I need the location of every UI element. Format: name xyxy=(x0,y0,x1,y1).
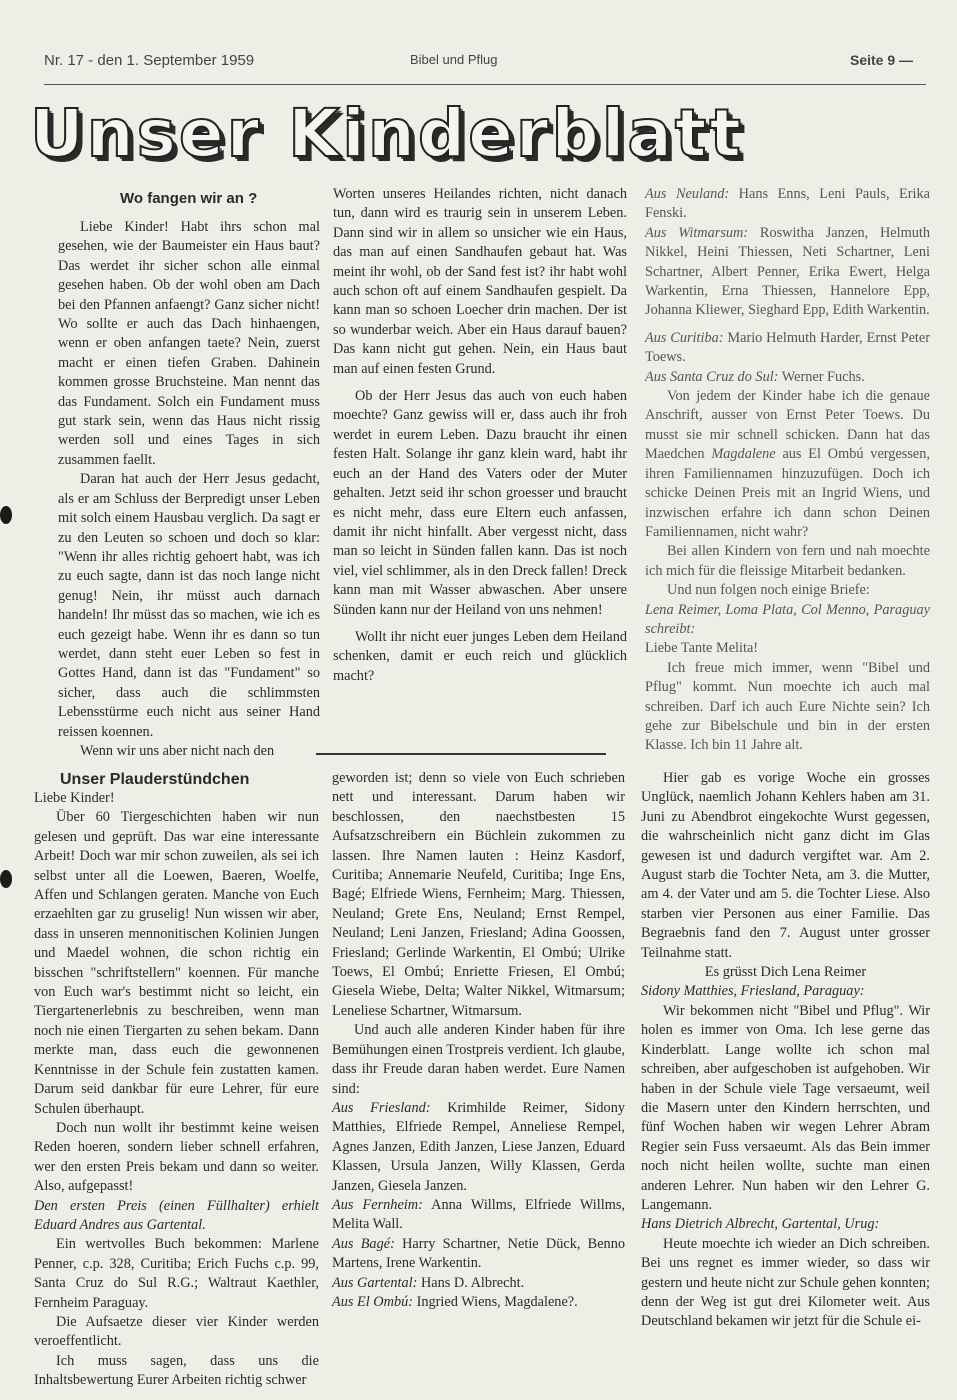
paragraph: geworden ist; denn so viele von Euch schrieben nett und interessant. Darum haben wir beschlossen, den naechstbesten 15 Aufsatzschreibern ein Büchlein zukommen zu lassen. Ihre Namen lauten : Heinz Kasdorf, Curitiba; Annemarie Neufeld, Curitiba; Inge Ens, Bagé; Elfriede Wiens, Fernheim; Marg. Thiessen, Neuland; Grete Ens, Neuland; Ernst Rempel, Neuland; Leni Janzen, Friesland; Adina Goossen, Friesland; Gerlinde Warkentin, El Ombú; Ulrike Toews, El Ombú; Enriette Friesen, El Ombú; Giesela Wiebe, Delta; Walter Nikkel, Witmarsum; Leneliese Schartner, Witmarsum. xyxy=(332,770,625,1019)
article2-column-1 xyxy=(34,789,319,1391)
list-item: Aus Bagé: Harry Schartner, Netie Dück, Benno Martens, Irene Warkentin. xyxy=(332,1235,625,1272)
article1-column-2 xyxy=(333,185,627,686)
letter-sender: Lena Reimer, Loma Plata, Col Menno, Paraguay schreibt: xyxy=(645,601,930,637)
list-item: Aus Gartental: Hans D. Albrecht. xyxy=(332,1274,525,1291)
paragraph: Bei allen Kindern von fern und nah moechte ich mich für die fleissige Mitarbeit bedanken. xyxy=(645,543,930,579)
list-item: Aus Friesland: Krimhilde Reimer, Sidony Matthies, Elfriede Rempel, Anneliese Rempel, Agnes Janzen, Edith Janzen, Liese Janzen, Eduard Klassen, Ursula Janzen, Willy Klassen, Gerda Janzen, Giesela Janzen. xyxy=(332,1099,625,1194)
page-number: Seite 9 — xyxy=(850,52,914,68)
list-item: Aus Santa Cruz do Sul: Werner Fuchs. xyxy=(645,368,865,385)
list-item: Aus Witmarsum: Roswitha Janzen, Helmuth Nikkel, Heini Thiessen, Neti Schartner, Leni Schartner, Albert Penner, Erika Ewert, Helga Warkentin, Erna Thiessen, Hannelore Epp, Johanna Kliewer, Sieghard Epp, Edith Warkentin. xyxy=(645,224,930,319)
paragraph: Daran hat auch der Herr Jesus gedacht, als er am Schluss der Berpredigt unser Leben mit solch einem Hausbau verglich. Da sagt er zu den Leuten so schoen und doch so klar: "Wenn ihr alles richtig gehoert habt, was ich zu euch sagte, dann ist das noch lange nicht genug! Nein, ihr müsst auch darnach handeln! Ihr müsst das so machen, wie ich es euch gezeigt habe. Wenn ihr es dann so tun werdet, dann steht euer Leben so fest in Gottes Hand, dann ist das "Fundament" so sicher, dass auch die schlimmsten Lebensstürme euch nicht aus seiner Hand reissen koennen. xyxy=(58,471,320,740)
paragraph: Wir bekommen nicht "Bibel und Pflug". Wir holen es immer von Oma. Ich lese gerne das Kinderblatt. Lange wollte ich schon mal schreiben, aber aufgeschoben ist aufgehoben. Wir haben in der Schule viele Tage versaeumt, weil die Masern unter den Kindern herrschten, und fünf Wochen haben wir wegen Lehrer Abram Regier sein Fuss versaeumt. Als das Bein immer noch nicht heilen wollte, suchte man einen anderen Lehrer. Nun haben wir den Lehrer G. Langemann. xyxy=(641,1002,930,1213)
publication-name: Bibel und Pflug xyxy=(410,52,498,67)
letter-sender: Hans Dietrich Albrecht, Gartental, Urug: xyxy=(641,1216,880,1233)
prize-list-column xyxy=(645,185,930,756)
paragraph: Ein wertvolles Buch bekommen: Marlene Penner, c.p. 328, Curitiba; Erich Fuchs c.p. 99, Santa Cruz do Sul R.G.; Waltraut Kaethler, Fernheim Paraguay. xyxy=(34,1236,319,1311)
list-item: Aus Curitiba: Mario Helmuth Harder, Ernst Peter Toews. xyxy=(645,329,930,366)
article2-column-2 xyxy=(332,769,625,1312)
paragraph: Liebe Kinder! Habt ihrs schon mal gesehen, wie der Baumeister ein Haus baut? Das werdet ihr sicher schon alle einmal gesehen haben. Ob der wohl oben am Dach bei den Pfannen anfaengt? Ganz sicher nicht! Wo sollte er auch das Dach hinhaengen, wenn er oben anfangen taete? Nein, zuerst macht er einen tiefen Graben. Dahinein kommen grosse Bruchsteine. Man nennt das das Fundament. Solch ein Fundament muss gut stark sein, wenn das Haus nicht rissig werden soll und eines Tages in sich zusammen faellt. xyxy=(58,219,320,468)
binding-hole xyxy=(0,870,12,888)
list-item: Aus Neuland: Hans Enns, Leni Pauls, Erika Fenski. xyxy=(645,186,930,222)
letter-sender: Sidony Matthies, Friesland, Paraguay: xyxy=(641,983,865,1000)
binding-hole xyxy=(0,506,12,524)
letters-column xyxy=(641,769,930,1332)
article1-column-1 xyxy=(58,218,320,761)
paragraph: Hier gab es vorige Woche ein grosses Unglück, naemlich Johann Kehlers haben am 31. Juni zu Abendbrot eingekochte Wurst gegessen, die wahrscheinlich nicht ganz dicht im Glas gewesen ist und dadurch vergiftet war. Am 2. August starb die Tochter Neta, am 3. die Mutter, am 4. der Vater und am 5. die Tochter Liese. Also starben vier Personen aus einer Familie. Das Begraebnis fand den 7. August unter grosser Teilnahme statt. xyxy=(641,770,930,961)
list-item: Aus El Ombú: Ingried Wiens, Magdalene?. xyxy=(332,1293,578,1310)
paragraph: Von jedem der Kinder habe ich die genaue Anschrift, ausser von Ernst Peter Toews. Du musst sie mir schnell schicken. Dann hat das Maedchen Magdalene aus El Ombú vergessen, ihren Familiennamen hinzuzufügen. Doch ich schicke Deinen Preis mit an Ingrid Wiens, und inzwischen erfahre ich dann schon Deinen Familiennamen, nicht wahr? xyxy=(645,388,930,540)
list-item: Aus Fernheim: Anna Willms, Elfriede Willms, Melita Wall. xyxy=(332,1196,625,1233)
paragraph: Über 60 Tiergeschichten haben wir nun gelesen und geprüft. Das war eine interessante Arbeit! Doch war mir schon zuweilen, als sei ich selbst unter all die Loewen, Baeren, Woelfe, Affen und Schlangen geraten. Manche von Euch erzaehlten gar zu gruselig! Nun wissen wir aber, dass in unseren mennonitischen Kolinien Jungen und Maedel wohnen, die schon richtig ein bisschen "schriftstellern" koennen. Für manche von Euch war's bestimmt nicht so leicht, ein Tiergartenerlebnis zu beschreiben, wenn man noch nie einen Tiergarten zu sehen bekam. Dann merkte man, dass euch die gewonnenen Kenntnisse in der Schule fein zustatten kamen. Darum seid dankbar für eure Lehrer, für eure Schulen überhaupt. xyxy=(34,809,319,1117)
paragraph: Ob der Herr Jesus das auch von euch haben moechte? Ganz gewiss will er, dass auch ihr froh werdet in eurem Leben. Dazu braucht ihr einen festen Halt. Solange ihr ganz klein ward, habt ihr euch an der Hand des Vaters oder der Muter gehalten. Jetzt seid ihr schon groesser und braucht es nicht mehr, dass eure Eltern euch anfassen, damit ihr nicht hinfallt. Aber vergesst nicht, dass man so leicht in Sünden fallen kann. Das ist noch viel, viel schlimmer, als in den Dreck fallen! Dreck kann man mit Wasser abwaschen. Aber unsere Sünden kann nur der Heiland von uns nehmen! xyxy=(333,388,627,618)
paragraph: Die Aufsaetze dieser vier Kinder werden veroeffentlicht. xyxy=(34,1313,319,1350)
header-rule xyxy=(44,84,926,85)
signature: Es grüsst Dich Lena Reimer xyxy=(704,964,867,981)
paragraph: Worten unseres Heilandes richten, nicht danach tun, dann wird es traurig sein in unserem Leben. Dann sind wir in allem so unsicher wie ein Haus, das man auf einen Sandhaufen gebaut hat. Was meint ihr wohl, ob der Sand fest ist? ihr habt wohl auch schon oft auf einem Sandhaufen gespielt. Da kann man so schoen Loecher drin machen. Der ist so wunderbar weich. Aber ein Haus darauf bauen? Das kann nicht gut gehen. Nein, ein Haus baut man auf einen festen Grund. xyxy=(333,186,627,377)
article-title: Wo fangen wir an ? xyxy=(120,190,258,207)
greeting: Liebe Tante Melita! xyxy=(645,640,759,657)
article-title: Unser Plauderstündchen xyxy=(60,771,250,788)
issue-date: Nr. 17 - den 1. September 1959 xyxy=(44,52,255,69)
paragraph: Und nun folgen noch einige Briefe: xyxy=(667,582,870,599)
masthead-title: Unser Kinderblatt xyxy=(30,95,744,172)
section-divider xyxy=(316,753,606,755)
paragraph: Ich freue mich immer, wenn "Bibel und Pflug" kommt. Nun moechte ich auch mal schreiben. Darf ich auch Eure Nichte sein? Ich gehe zur Bibelschule und bin in der ersten Klasse. Ich bin 11 Jahre alt. xyxy=(645,659,930,754)
paragraph: Doch nun wollt ihr bestimmt keine weisen Reden hoeren, sondern lieber schnell erfahren, wer den ersten Preis bekam und dann so weiter. Also, aufgepasst! xyxy=(34,1119,319,1195)
paragraph: Und auch alle anderen Kinder haben für ihre Bemühungen einen Trostpreis verdient. Ich glaube, dass ihr Freude daran haben werdet. Eure Namen sind: xyxy=(332,1022,625,1097)
paragraph: Wenn wir uns aber nicht nach den xyxy=(80,742,275,759)
paragraph: Den ersten Preis (einen Füllhalter) erhielt Eduard Andres aus Gartental. xyxy=(34,1197,319,1233)
paragraph: Heute moechte ich wieder an Dich schreiben. Bei uns regnet es immer wieder, so dass wir gestern und heute nicht zur Schule gehen konnten; denn der Weg ist gut drei Kilometer weit. Aus Deutschland bekamen wir jetzt für die Schule ei- xyxy=(641,1235,930,1330)
greeting: Liebe Kinder! xyxy=(34,790,115,806)
paragraph: Ich muss sagen, dass uns die Inhaltsbewertung Eurer Arbeiten richtig schwer xyxy=(34,1352,319,1389)
paragraph: Wollt ihr nicht euer junges Leben dem Heiland schenken, damit er euch reich und glücklich macht? xyxy=(333,628,627,684)
